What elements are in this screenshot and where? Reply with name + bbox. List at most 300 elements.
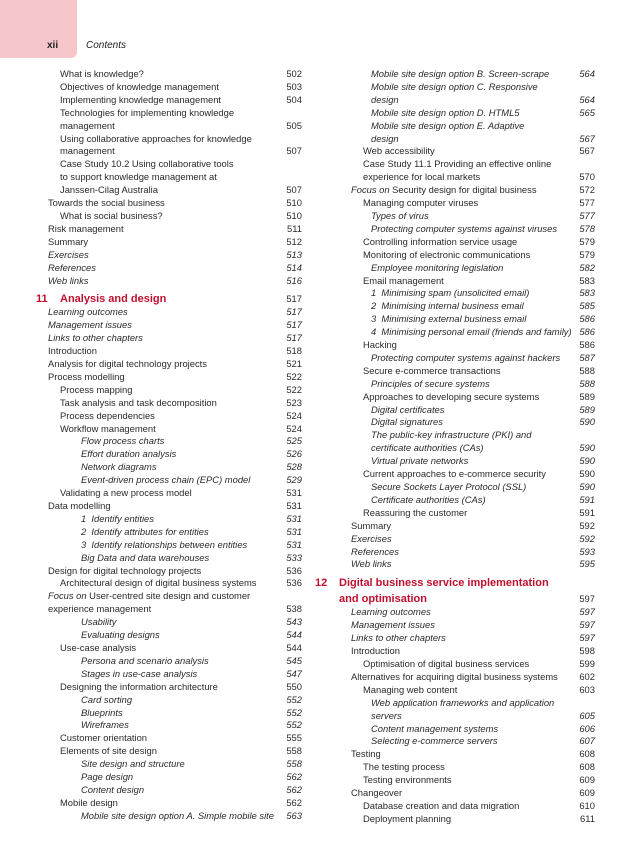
toc-entry-title: Wireframes [81,719,129,731]
toc-entry-title: Content management systems [371,722,499,734]
toc-page-number: 590 [579,455,595,467]
toc-page-number: 517 [286,293,302,305]
toc-entry[interactable] [315,145,595,158]
toc-page-number: 562 [286,796,302,808]
toc-entry[interactable] [315,326,595,339]
toc-entry-title: Customer orientation [60,732,148,744]
toc-entry[interactable] [36,435,302,448]
toc-page-number: 565 [579,106,595,118]
toc-entry[interactable] [315,94,595,107]
toc-entry-title: Implementing knowledge management [60,93,222,105]
toc-entry[interactable] [36,577,302,590]
toc-entry[interactable] [36,526,302,539]
toc-entry-title: Changeover [351,787,403,799]
toc-entry-title: Workflow management [60,422,156,434]
toc-entry-title: Links to other chapters [351,632,446,644]
toc-entry[interactable] [315,606,595,619]
toc-entry-title: Testing environments [363,774,452,786]
toc-entry-title: Site design and structure [81,758,185,770]
toc-entry-title: Controlling information service usage [363,235,518,247]
toc-entry[interactable] [36,94,302,107]
toc-entry-title: management [60,119,115,131]
toc-entry[interactable] [36,223,302,236]
toc-entry[interactable] [36,384,302,397]
toc-page-number: 545 [286,654,302,666]
toc-page-number: 514 [286,261,302,273]
toc-page-number: 583 [579,274,595,286]
toc-page-number: 513 [286,248,302,260]
toc-page-number: 538 [286,603,302,615]
toc-page-number: 611 [580,812,595,824]
toc-page-number: 606 [579,722,595,734]
toc-page-number: 582 [579,261,595,273]
toc-entry[interactable] [36,732,302,745]
toc-entry[interactable] [36,306,302,319]
toc-entry[interactable] [315,429,595,442]
toc-page-number: 503 [286,80,302,92]
toc-page-number: 602 [579,670,595,682]
toc-entry[interactable] [315,494,595,507]
toc-page-number: 593 [579,545,595,557]
toc-page-number: 588 [579,377,595,389]
toc-entry-title: Reassuring the customer [363,506,468,518]
toc-entry-title: Current approaches to e-commerce security [363,468,546,480]
toc-entry-title: Mobile site design option A. Simple mobile site [81,809,274,821]
toc-entry-title: Risk management [48,222,124,234]
toc-page-number: 504 [286,93,302,105]
toc-entry-title: Types of virus [371,209,429,221]
toc-entry[interactable] [315,171,595,184]
toc-left-column [36,68,302,823]
toc-entry[interactable] [315,507,595,520]
toc-page-number: 567 [579,145,595,157]
toc-page-number: 522 [286,383,302,395]
toc-page-number: 505 [286,119,302,131]
toc-entry[interactable] [315,133,595,146]
toc-chapter-heading[interactable] [36,292,302,306]
focus-label: Focus on [48,590,87,602]
toc-page-number: 558 [286,745,302,757]
toc-entry-title: Persona and scenario analysis [81,654,209,666]
toc-page-number: 507 [286,184,302,196]
toc-entry[interactable] [315,120,595,133]
toc-entry-title: Card sorting [81,693,133,705]
toc-entry-title: Secure Sockets Layer Protocol (SSL) [371,481,527,492]
toc-page-number: 529 [286,474,302,486]
toc-entry[interactable] [315,378,595,391]
toc-entry[interactable] [36,642,302,655]
toc-entry[interactable] [36,668,302,681]
toc-page-number: 590 [579,468,595,480]
toc-entry-title: Introduction [351,645,400,657]
toc-entry[interactable] [36,539,302,552]
toc-entry-title: Managing web content [363,683,458,695]
page-number: xii [47,40,59,51]
toc-entry-title: Learning outcomes [48,306,128,318]
toc-entry[interactable] [36,345,302,358]
toc-chapter-heading[interactable] [315,592,595,606]
toc-entry[interactable] [36,448,302,461]
toc-page-number: 543 [286,616,302,628]
toc-entry[interactable] [315,632,595,645]
toc-entry-title: Mobile site design option C. Responsive [371,80,538,92]
toc-entry-title: Technologies for implementing knowledge [60,106,235,118]
toc-entry[interactable] [36,120,302,133]
toc-entry[interactable] [315,813,595,826]
toc-entry[interactable] [315,723,595,736]
toc-entry[interactable] [36,332,302,345]
toc-page-number: 510 [286,197,302,209]
toc-entry-title: to support knowledge management at [60,171,217,183]
toc-page-number: 595 [579,558,595,570]
toc-entry[interactable] [315,68,595,81]
toc-page-number: 597 [579,619,595,631]
toc-entry[interactable] [36,797,302,810]
toc-entry[interactable] [36,694,302,707]
toc-page-number: 587 [579,351,595,363]
toc-entry-title: Usability [81,616,117,628]
toc-entry[interactable] [315,787,595,800]
toc-entry[interactable] [315,761,595,774]
toc-entry[interactable] [36,784,302,797]
toc-entry-title: Security design for digital business [389,184,537,196]
toc-entry-title: experience for local markets [363,171,481,183]
toc-page-number: 585 [579,300,595,312]
toc-entry-title: design [371,132,399,144]
toc-entry-title: What is knowledge? [60,68,144,79]
toc-entry[interactable] [315,184,595,197]
toc-page-number: 590 [579,442,595,454]
toc-entry[interactable] [36,68,302,81]
toc-entry[interactable] [315,300,595,313]
toc-page-number: 598 [579,645,595,657]
toc-entry[interactable] [315,404,595,417]
toc-page-number: 562 [286,783,302,795]
toc-entry[interactable] [315,158,595,171]
toc-entry[interactable] [315,671,595,684]
toc-entry[interactable] [315,442,595,455]
toc-entry-title: certificate authorities (CAs) [371,442,484,454]
toc-entry-title: Effort duration analysis [81,448,177,460]
toc-entry[interactable] [315,275,595,288]
toc-page-number: 588 [579,364,595,376]
toc-entry[interactable] [315,287,595,300]
toc-entry[interactable] [36,758,302,771]
toc-page-number: 592 [579,532,595,544]
toc-page-number: 544 [286,641,302,653]
toc-page-number: 579 [579,248,595,260]
toc-entry-title: Process dependencies [60,409,155,421]
toc-page-number: 564 [579,68,595,79]
chapter-number: 11 [36,293,48,306]
toc-page-number: 528 [286,461,302,473]
toc-right-column [315,68,595,826]
toc-entry[interactable] [36,590,302,603]
toc-entry[interactable] [315,455,595,468]
toc-entry[interactable] [315,800,595,813]
toc-entry-title: Data modelling [48,500,111,511]
toc-entry[interactable] [36,500,302,513]
toc-entry-title: Process modelling [48,370,125,382]
toc-page-number: 591 [579,493,595,505]
toc-entry[interactable] [36,616,302,629]
toc-page-number: 502 [286,68,302,79]
toc-entry-title: Architectural design of digital business systems [60,577,257,589]
toc-page-number: 597 [579,606,595,618]
toc-entry-title: 3 Minimising external business email [371,313,527,325]
toc-entry-title: 3 Identify relationships between entities [81,538,248,550]
toc-page-number: 589 [579,403,595,415]
toc-entry-title: Event-driven process chain (EPC) model [81,474,251,486]
toc-entry[interactable] [315,684,595,697]
toc-entry-title: design [371,93,399,105]
toc-entry-title: Using collaborative approaches for knowledge [60,132,252,144]
toc-entry-title: Analysis for digital technology projects [48,358,207,370]
toc-entry[interactable] [36,771,302,784]
toc-entry-title: Email management [363,274,444,286]
toc-entry[interactable] [36,474,302,487]
toc-entry[interactable] [36,133,302,146]
toc-entry-title: Database creation and data migration [363,799,520,811]
toc-page-number: 608 [579,748,595,760]
toc-page-number: 577 [579,197,595,209]
toc-entry[interactable] [315,735,595,748]
toc-entry[interactable] [36,319,302,332]
toc-entry[interactable] [315,619,595,632]
toc-page-number: 558 [286,758,302,770]
toc-entry[interactable] [36,565,302,578]
chapter-title: Analysis and design [60,293,167,306]
toc-entry[interactable] [36,145,302,158]
toc-entry[interactable] [315,249,595,262]
toc-entry-title: Case Study 11.1 Providing an effective online [363,158,552,170]
toc-entry-title: Approaches to developing secure systems [363,390,540,402]
toc-entry[interactable] [36,681,302,694]
toc-entry-title: Towards the social business [48,197,165,209]
toc-entry-title: Web links [351,558,392,570]
toc-entry[interactable] [36,210,302,223]
toc-page-number: 589 [579,390,595,402]
toc-entry-title: The public-key infrastructure (PKI) and [371,429,532,441]
page-corner-tab [0,0,77,58]
toc-entry-title: User-centred site design and customer [86,590,251,602]
toc-entry-title: Testing [351,748,381,760]
toc-entry[interactable] [36,371,302,384]
toc-entry-title: 4 Minimising personal email (friends and family) [371,326,572,338]
toc-page-number: 547 [286,667,302,679]
toc-entry[interactable] [36,249,302,262]
toc-page-number: 552 [286,693,302,705]
toc-page-number: 610 [579,799,595,811]
toc-entry-title: Employee monitoring legislation [371,261,504,273]
toc-entry-title: Flow process charts [81,435,165,447]
toc-entry[interactable] [315,416,595,429]
toc-entry-title: Summary [351,519,392,531]
toc-entry[interactable] [36,745,302,758]
toc-entry-title: Certificate authorities (CAs) [371,493,486,505]
toc-entry[interactable] [315,658,595,671]
toc-entry-title: management [60,145,115,157]
toc-page-number: 544 [286,629,302,641]
toc-page-number: 579 [579,235,595,247]
toc-entry[interactable] [36,707,302,720]
toc-entry[interactable] [36,107,302,120]
toc-entry[interactable] [315,533,595,546]
toc-entry[interactable] [36,358,302,371]
toc-page-number: 609 [579,787,595,799]
toc-entry-title: Mobile site design option B. Screen-scrape [371,68,550,79]
toc-entry[interactable] [36,719,302,732]
toc-page-number: 526 [286,448,302,460]
toc-page-number: 564 [579,93,595,105]
toc-entry-title: Big Data and data warehouses [81,551,210,563]
toc-page-number: 531 [286,500,302,511]
toc-entry[interactable] [36,275,302,288]
toc-page-number: 583 [579,287,595,299]
toc-entry[interactable] [36,513,302,526]
toc-entry[interactable] [315,774,595,787]
toc-entry[interactable] [36,423,302,436]
toc-entry-title: Elements of site design [60,745,157,757]
toc-entry-title: Web application frameworks and application [371,696,555,708]
toc-page-number: 597 [579,593,595,605]
toc-entry[interactable] [36,655,302,668]
toc-entry[interactable] [36,810,302,823]
toc-entry[interactable] [36,410,302,423]
toc-entry[interactable] [315,81,595,94]
toc-entry[interactable] [36,262,302,275]
toc-entry[interactable] [315,710,595,723]
toc-entry[interactable] [36,603,302,616]
toc-entry-title: References [351,545,399,557]
toc-entry[interactable] [315,520,595,533]
toc-page-number: 536 [286,564,302,576]
toc-entry-title: References [48,261,96,273]
toc-entry[interactable] [315,262,595,275]
toc-entry-title: Exercises [48,248,89,260]
toc-page-number: 597 [579,632,595,644]
toc-page-number: 531 [286,525,302,537]
running-title: Contents [86,40,127,51]
toc-entry-title: Selecting e-commerce servers [371,735,498,747]
toc-entry[interactable] [36,487,302,500]
toc-entry[interactable] [36,461,302,474]
toc-entry[interactable] [315,223,595,236]
toc-entry[interactable] [315,546,595,559]
toc-page-number: 536 [286,577,302,589]
toc-entry[interactable] [36,171,302,184]
toc-entry-title: 1 Identify entities [81,512,154,524]
toc-entry-title: Digital signatures [371,416,443,428]
toc-entry[interactable] [36,197,302,210]
toc-page-number: 605 [579,709,595,721]
toc-page-number: 603 [579,683,595,695]
toc-entry-title: Introduction [48,345,97,357]
toc-entry-title: experience management [48,603,152,615]
toc-entry-title: Monitoring of electronic communications [363,248,531,260]
toc-entry-title: Network diagrams [81,461,157,473]
toc-entry-title: Web accessibility [363,145,435,157]
toc-entry[interactable] [315,697,595,710]
toc-page-number: 570 [579,171,595,183]
toc-page-number: 572 [579,184,595,196]
toc-entry-title: Protecting computer systems against hackers [371,351,561,363]
toc-chapter-heading[interactable] [315,576,595,590]
toc-entry-title: 2 Identify attributes for entities [81,525,209,537]
toc-page-number: 525 [286,435,302,447]
toc-entry[interactable] [315,197,595,210]
toc-entry-title: Principles of secure systems [371,377,490,389]
toc-page-number: 592 [579,519,595,531]
toc-entry[interactable] [315,352,595,365]
toc-entry-title: Designing the information architecture [60,680,218,692]
toc-page-number: 577 [579,209,595,221]
toc-page-number: 523 [286,396,302,408]
toc-entry[interactable] [36,236,302,249]
toc-entry[interactable] [36,397,302,410]
toc-entry[interactable] [36,629,302,642]
toc-entry[interactable] [315,236,595,249]
toc-page-number: 533 [286,551,302,563]
toc-page-number: 524 [286,409,302,421]
toc-page-number: 550 [286,680,302,692]
toc-entry[interactable] [315,748,595,761]
toc-entry-title: Janssen-Cilag Australia [60,184,158,196]
toc-entry[interactable] [36,81,302,94]
toc-page-number: 590 [579,481,595,492]
toc-entry[interactable] [315,339,595,352]
toc-entry-title: Management issues [48,319,132,331]
toc-entry-title: Digital certificates [371,403,445,415]
toc-entry[interactable] [36,158,302,171]
toc-entry[interactable] [315,210,595,223]
toc-page-number: 590 [579,416,595,428]
toc-entry-title: Hacking [363,339,397,351]
toc-entry-title: Mobile design [60,796,118,808]
toc-entry-title: Links to other chapters [48,332,143,344]
toc-entry[interactable] [36,552,302,565]
toc-entry-title: The testing process [363,761,445,773]
toc-page-number: 586 [579,313,595,325]
toc-entry[interactable] [36,184,302,197]
toc-page-number: 518 [286,345,302,357]
focus-label: Focus on [351,184,390,196]
chapter-number: 12 [315,577,328,590]
toc-entry-title: Virtual private networks [371,455,469,467]
toc-entry[interactable] [315,645,595,658]
toc-entry-title: 2 Minimising internal business email [371,300,524,312]
toc-entry-title: Learning outcomes [351,606,431,618]
toc-entry[interactable] [315,468,595,481]
toc-page-number: 516 [286,274,302,286]
toc-page-number: 524 [286,422,302,434]
toc-entry[interactable] [315,391,595,404]
toc-entry-title: Stages in use-case analysis [81,667,198,679]
toc-entry[interactable] [315,365,595,378]
toc-entry[interactable] [315,558,595,571]
toc-page-number: 586 [579,339,595,351]
chapter-title: Digital business service implementation [339,577,549,590]
toc-page-number: 531 [286,538,302,550]
toc-entry-title: Blueprints [81,706,123,718]
toc-entry[interactable] [315,481,595,494]
toc-page-number: 512 [286,235,302,247]
toc-page-number: 607 [579,735,595,747]
toc-page-number: 609 [579,774,595,786]
toc-entry[interactable] [315,313,595,326]
toc-page-number: 555 [286,732,302,744]
toc-entry[interactable] [315,107,595,120]
